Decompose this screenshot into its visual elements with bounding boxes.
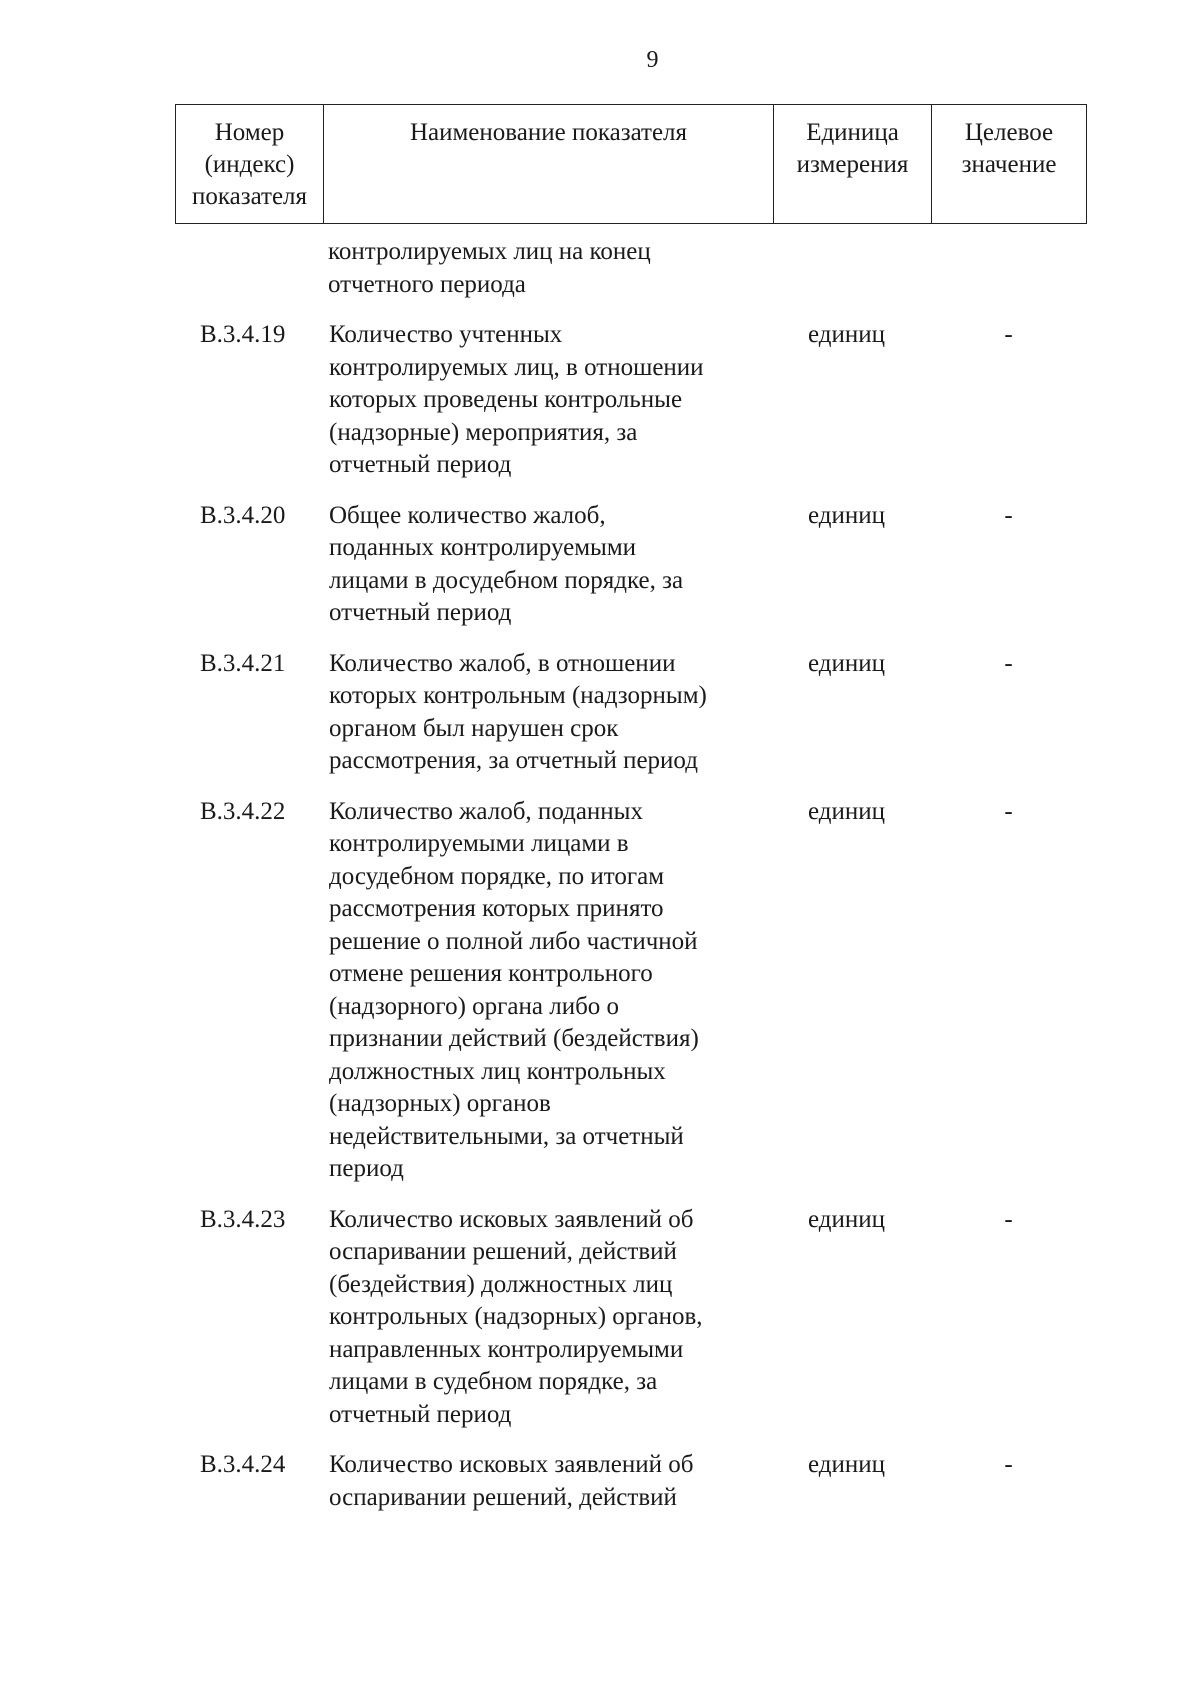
row-unit: единиц <box>808 797 886 825</box>
row-name: Общее количество жалоб, поданных контролируемыми лицами в досудебном порядке, за отчетный период <box>329 501 684 626</box>
row-target: - <box>1004 797 1013 825</box>
table-row <box>175 796 1094 1186</box>
header-cell-target <box>932 105 1087 224</box>
row-target: - <box>1004 1451 1013 1478</box>
row-unit: единиц <box>808 501 886 529</box>
table-row <box>175 1204 1094 1432</box>
row-unit: единиц <box>808 321 886 348</box>
row-name: Количество жалоб, в отношении которых контрольным (надзорным) органом был нарушен срок рассмотрения, за отчетный период <box>329 649 707 774</box>
row-number: В.3.4.23 <box>200 1205 286 1233</box>
row-number: В.3.4.20 <box>200 501 286 529</box>
row-unit: единиц <box>808 1451 886 1478</box>
table-row <box>175 648 1094 778</box>
row-target: - <box>1004 321 1013 348</box>
header-target-label: Целевое значение <box>961 119 1057 178</box>
row-number: В.3.4.22 <box>200 797 286 825</box>
row-name: Количество исковых заявлений об оспаривании решений, действий (бездействия) должностных лиц контрольных (надзорных) органов, направленных контролируемыми лицами в судебном порядке, за отчетный период <box>329 1205 703 1428</box>
row-name: Количество учтенных контролируемых лиц, в отношении которых проведены контрольные (надзорные) мероприятия, за отчетный период <box>329 321 704 478</box>
header-cell-unit <box>774 105 932 224</box>
row-number: В.3.4.21 <box>200 649 286 677</box>
row-target: - <box>1004 1205 1013 1233</box>
page-number: 9 <box>646 47 659 73</box>
header-unit-label: Единица измерения <box>796 119 909 178</box>
header-name-label: Наименование показателя <box>409 119 688 146</box>
table-row <box>175 319 1094 482</box>
continuation-text: контролируемых лиц на конец отчетного периода <box>328 238 651 298</box>
row-unit: единиц <box>808 1205 886 1233</box>
row-number: В.3.4.24 <box>200 1451 286 1478</box>
indicator-table-header <box>175 104 1087 224</box>
row-name: Количество исковых заявлений об оспаривании решений, действий <box>329 1451 694 1511</box>
header-number-label: Номер (индекс) показателя <box>191 119 308 210</box>
table-row <box>175 1449 1094 1514</box>
row-unit: единиц <box>808 649 886 677</box>
row-target: - <box>1004 649 1013 677</box>
header-cell-name <box>324 105 774 224</box>
header-row <box>176 105 1087 224</box>
row-number: В.3.4.19 <box>200 321 286 348</box>
continuation-row <box>175 236 1094 301</box>
table-row <box>175 500 1094 630</box>
row-name: Количество жалоб, поданных контролируемыми лицами в досудебном порядке, по итогам рассмотрения которых принято решение о полной либо частичной отмене решения контрольного (надзорного) органа либо о признании действий (бездействия) должностных лиц контрольных (надзорных) органов недействительными, за отчетный период <box>329 797 699 1182</box>
indicator-table-body <box>175 236 1094 1532</box>
row-target: - <box>1004 501 1013 529</box>
header-cell-number <box>176 105 324 224</box>
